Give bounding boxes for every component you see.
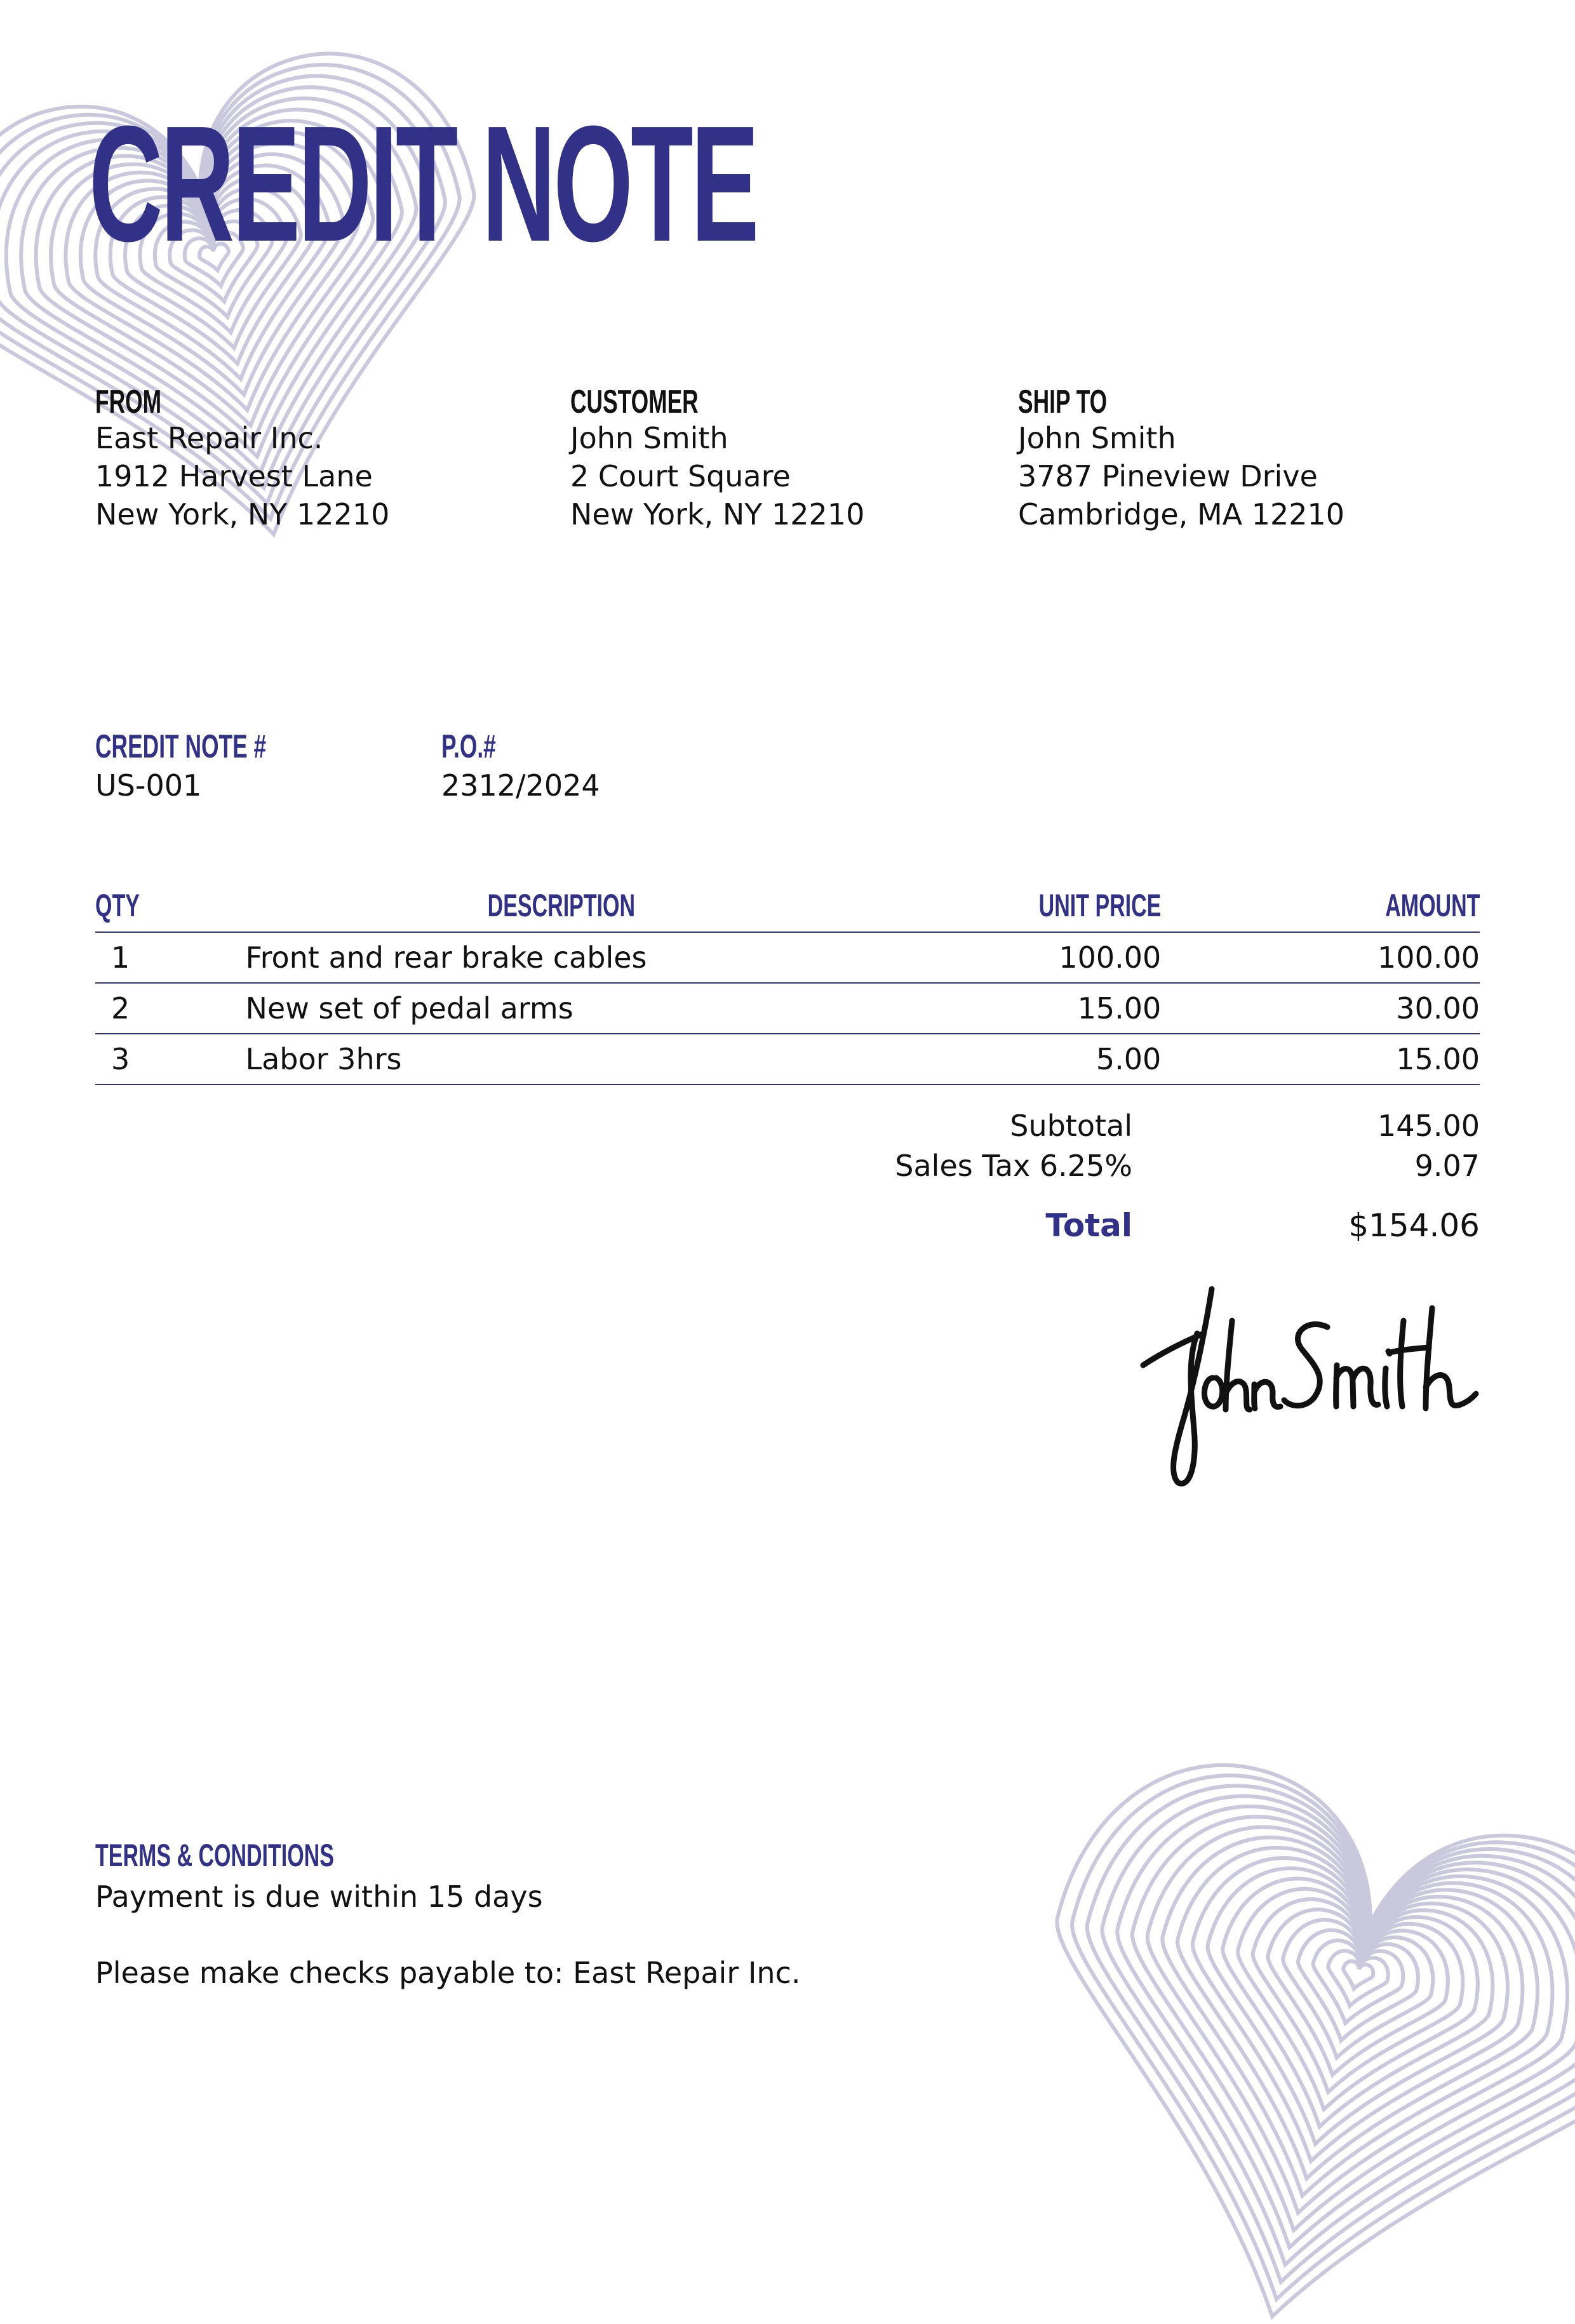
table-row [95, 932, 1480, 983]
po-number: 2312/2024 [441, 768, 600, 803]
unit-price-header [887, 879, 1161, 932]
po-number-label: P.O.# [441, 728, 496, 765]
heart-ring [1015, 1755, 1575, 2324]
qty-header [95, 879, 236, 932]
heart-ring [1320, 1947, 1392, 2013]
row-description: Front and rear brake cables [236, 932, 887, 983]
heart-ring [1263, 1911, 1442, 2076]
ship-to-name: John Smith [1018, 421, 1176, 455]
qty-header-text: QTY [95, 888, 140, 923]
heart-ring [1072, 1791, 1575, 2285]
customer-address [570, 419, 864, 533]
row-description: Labor 3hrs [236, 1034, 887, 1085]
heart-ring [1091, 1803, 1575, 2265]
table-header-row [95, 879, 1480, 932]
heart-ring [1339, 1960, 1376, 1993]
heart-ring [1129, 1827, 1560, 2223]
row-qty: 2 [95, 983, 236, 1034]
heart-ring [1110, 1815, 1575, 2244]
from-name: East Repair Inc. [95, 421, 323, 455]
heart-pattern-bottom [991, 1626, 1575, 2324]
heart-ring [1301, 1935, 1409, 2034]
row-unit-price: 100.00 [887, 932, 1161, 983]
heart-rings [991, 1731, 1575, 2324]
terms-line-1: Payment is due within 15 days [95, 1880, 543, 1914]
heart-ring [1186, 1863, 1510, 2160]
from-street: 1912 Harvest Lane [95, 459, 373, 493]
heart-ring [1034, 1767, 1575, 2324]
row-amount: 100.00 [1161, 932, 1480, 983]
subtotal-label: Subtotal [1010, 1109, 1132, 1143]
ship-to-city: Cambridge, MA 12210 [1018, 497, 1345, 531]
heart-ring [1224, 1887, 1476, 2118]
signature-image [1137, 1283, 1480, 1492]
heart-ring [1053, 1779, 1575, 2306]
heart-ring [991, 1731, 1575, 2324]
credit-note-number: US-001 [95, 768, 202, 803]
from-city: New York, NY 12210 [95, 497, 390, 531]
from-label: FROM [95, 384, 162, 420]
row-amount: 15.00 [1161, 1034, 1480, 1085]
amount-header [1161, 879, 1480, 932]
total-label: Total [1045, 1207, 1132, 1244]
description-header-text: DESCRIPTION [487, 888, 636, 923]
heart-ring [1243, 1899, 1459, 2097]
terms-line-2: Please make checks payable to: East Repair Inc. [95, 1956, 801, 1990]
subtotal-value: 145.00 [1377, 1109, 1480, 1143]
terms-label: TERMS & CONDITIONS [95, 1838, 334, 1873]
credit-note-number-label: CREDIT NOTE # [95, 728, 267, 765]
heart-ring [1205, 1875, 1493, 2139]
table-row [95, 983, 1480, 1034]
document-title: CREDIT NOTE [89, 92, 757, 276]
heart-ring [1282, 1923, 1425, 2055]
row-amount: 30.00 [1161, 983, 1480, 1034]
table-row [95, 1034, 1480, 1085]
sales-tax-label: Sales Tax 6.25% [895, 1149, 1132, 1183]
customer-label: CUSTOMER [570, 384, 699, 420]
row-qty: 3 [95, 1034, 236, 1085]
ship-to-label: SHIP TO [1018, 384, 1108, 420]
customer-name: John Smith [570, 421, 728, 455]
sales-tax-value: 9.07 [1414, 1149, 1480, 1183]
row-unit-price: 5.00 [887, 1034, 1161, 1085]
customer-city: New York, NY 12210 [570, 497, 865, 531]
from-address [95, 419, 389, 533]
heart-ring [1148, 1840, 1544, 2202]
customer-street: 2 Court Square [570, 459, 791, 493]
row-qty: 1 [95, 932, 236, 983]
row-description: New set of pedal arms [236, 983, 887, 1034]
heart-ring [996, 1743, 1575, 2324]
ship-to-address [1018, 419, 1344, 533]
row-unit-price: 15.00 [887, 983, 1161, 1034]
amount-header-text: AMOUNT [1384, 888, 1480, 923]
unit-price-header-text: UNIT PRICE [1038, 888, 1162, 923]
ship-to-street: 3787 Pineview Drive [1018, 459, 1318, 493]
description-header [236, 879, 887, 932]
total-value: $154.06 [1348, 1207, 1480, 1244]
line-items-table [95, 879, 1480, 1085]
heart-ring [1167, 1852, 1527, 2181]
